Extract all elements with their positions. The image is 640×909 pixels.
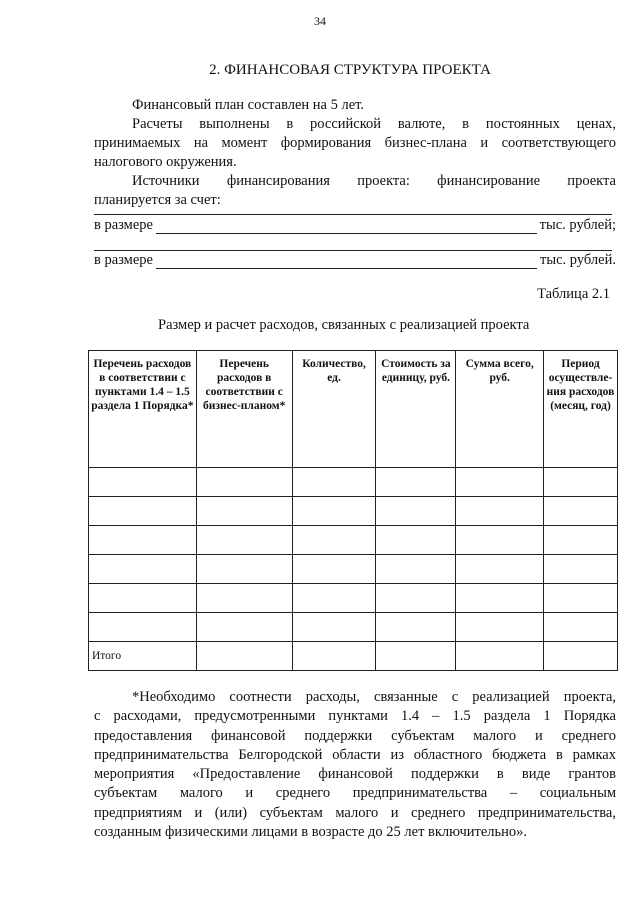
footnote-line: с расходами, предусмотренными пунктами 1.4 – 1.5 раздела 1 Порядка — [94, 708, 616, 725]
table-cell[interactable] — [376, 584, 456, 613]
table-cell[interactable] — [456, 468, 544, 497]
table-cell[interactable] — [292, 497, 376, 526]
header-unit-cost: Стоимость за единицу, руб. — [376, 351, 456, 468]
table-cell[interactable] — [292, 613, 376, 642]
table-cell[interactable] — [89, 613, 197, 642]
table-cell[interactable] — [89, 526, 197, 555]
header-quantity: Количество, ед. — [292, 351, 376, 468]
footnote-line: мероприятия «Предоставление финансовой поддержки в виде грантов — [94, 766, 616, 783]
table-cell[interactable] — [89, 497, 197, 526]
total-label: Итого — [89, 642, 197, 671]
table-cell[interactable] — [376, 613, 456, 642]
table-cell[interactable] — [544, 642, 618, 671]
table-cell[interactable] — [376, 555, 456, 584]
footnote-line: предоставления финансовой поддержки субъектам малого и среднего — [94, 727, 616, 744]
header-total-sum: Сумма всего, руб. — [456, 351, 544, 468]
table-cell[interactable] — [456, 584, 544, 613]
table-total-row — [89, 642, 618, 671]
calc-paragraph-line2: принимаемых на момент формирования бизнес-плана и соответствующего — [94, 135, 616, 151]
table-cell[interactable] — [89, 584, 197, 613]
amount-field[interactable] — [156, 218, 537, 234]
table-row — [89, 468, 618, 497]
table-row — [89, 584, 618, 613]
table-cell[interactable] — [456, 613, 544, 642]
funding-source-line[interactable] — [94, 250, 612, 251]
footnote-line: созданным физическими лицами в возрасте до 25 лет включительно». — [94, 824, 528, 841]
table-cell[interactable] — [456, 555, 544, 584]
amount-field[interactable] — [156, 253, 537, 269]
table-cell[interactable] — [196, 555, 292, 584]
amount-suffix: тыс. рублей; — [539, 217, 616, 233]
table-cell[interactable] — [456, 642, 544, 671]
table-cell[interactable] — [196, 526, 292, 555]
footnote-line: предприятиям и (или) субъектам малого и среднего предпринимательства, — [94, 804, 616, 821]
table-cell[interactable] — [292, 526, 376, 555]
table-cell[interactable] — [196, 613, 292, 642]
table-row — [89, 613, 618, 642]
table-cell[interactable] — [292, 642, 376, 671]
sources-paragraph-line2: планируется за счет: — [94, 192, 221, 208]
table-cell[interactable] — [376, 468, 456, 497]
table-label: Таблица 2.1 — [537, 286, 610, 302]
calc-paragraph-line1: Расчеты выполнены в российской валюте, в постоянных ценах, — [132, 116, 616, 132]
table-cell[interactable] — [196, 642, 292, 671]
table-cell[interactable] — [544, 526, 618, 555]
plan-paragraph: Финансовый план составлен на 5 лет. — [132, 97, 365, 113]
table-caption: Размер и расчет расходов, связанных с реализацией проекта — [158, 317, 530, 333]
amount-suffix: тыс. рублей. — [540, 252, 616, 268]
table-cell[interactable] — [196, 584, 292, 613]
table-cell[interactable] — [89, 468, 197, 497]
table-cell[interactable] — [544, 613, 618, 642]
table-cell[interactable] — [89, 555, 197, 584]
table-header-row — [89, 351, 618, 468]
funding-amount-row-2 — [94, 252, 616, 269]
header-expenses-by-order: Перечень расходов в соответствии с пунктами 1.4 – 1.5 раздела 1 Порядка* — [89, 351, 197, 468]
table-cell[interactable] — [456, 497, 544, 526]
table-cell[interactable] — [292, 468, 376, 497]
table-cell[interactable] — [544, 584, 618, 613]
table-cell[interactable] — [544, 497, 618, 526]
footnote-line: субъектам малого и среднего предпринимательства – социальным — [94, 785, 616, 802]
table-cell[interactable] — [292, 555, 376, 584]
table-cell[interactable] — [456, 526, 544, 555]
funding-amount-row-1 — [94, 217, 616, 234]
table-cell[interactable] — [376, 642, 456, 671]
header-period: Период осуществле-ния расходов (месяц, год) — [544, 351, 618, 468]
table-row — [89, 497, 618, 526]
table-cell[interactable] — [376, 497, 456, 526]
table-cell[interactable] — [196, 468, 292, 497]
table-cell[interactable] — [292, 584, 376, 613]
funding-source-line[interactable] — [94, 214, 612, 215]
amount-prefix: в размере — [94, 217, 153, 233]
footnote-line: *Необходимо соотнести расходы, связанные с реализацией проекта, — [132, 689, 616, 705]
table-row — [89, 555, 618, 584]
page-number: 34 — [314, 14, 326, 28]
table-cell[interactable] — [544, 555, 618, 584]
sources-paragraph-line1: Источники финансирования проекта: финансирование проекта — [132, 173, 616, 189]
footnote — [94, 688, 616, 842]
amount-prefix: в размере — [94, 252, 153, 268]
table-cell[interactable] — [376, 526, 456, 555]
section-title: 2. ФИНАНСОВАЯ СТРУКТУРА ПРОЕКТА — [209, 62, 491, 78]
footnote-line: предпринимательства Белгородской области из областного бюджета в рамках — [94, 746, 616, 763]
expenses-table — [88, 350, 618, 671]
table-cell[interactable] — [544, 468, 618, 497]
table-cell[interactable] — [196, 497, 292, 526]
header-expenses-by-business-plan: Перечень расходов в соответствии с бизнес-планом* — [196, 351, 292, 468]
calc-paragraph-line3: налогового окружения. — [94, 154, 237, 170]
table-row — [89, 526, 618, 555]
